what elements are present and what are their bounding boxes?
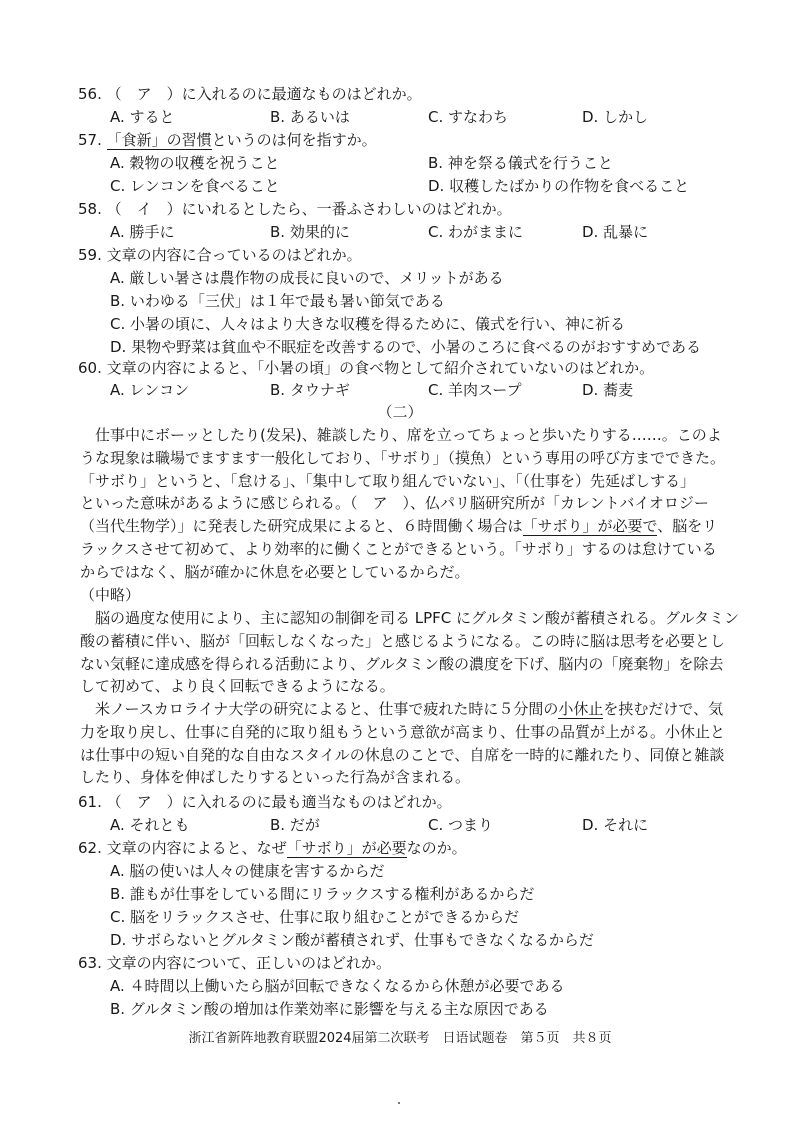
passage-line: といった意味があるように感じられる。（ ア ）、仏パリ脳研究所が「カレントバイオロジー — [80, 494, 709, 513]
q57-stem-rest: というのは何を指すか。 — [211, 131, 377, 149]
passage-line-tail: 、脳をリ — [657, 517, 718, 536]
q57-option-a: A. 穀物の収穫を祝うこと — [110, 154, 280, 172]
passage-paragraph-2 — [80, 607, 739, 698]
q57-option-b: B. 神を祭る儀式を行うこと — [428, 154, 613, 172]
passage-line: うな現象は職場でますます一般化しており、「サボり」（摸魚）という専用の呼び方までできた。 — [80, 448, 726, 467]
passage-paragraph-1 — [80, 424, 726, 606]
question-63-stem: 63. 文章の内容について、正しいのはどれか。 — [78, 954, 392, 972]
q58-option-d: D. 乱暴に — [582, 223, 649, 241]
q57-option-c: C. レンコンを食べること — [110, 177, 280, 195]
q57-number: 57. — [78, 131, 107, 149]
passage-line: 脳の過度な使用により、主に認知の制御を司る LPFC にグルタミン酸が蓄積される。グルタミン — [80, 609, 739, 627]
q59-option-b: B. いわゆる「三伏」は１年で最も暑い節気である — [110, 292, 445, 310]
passage-paragraph-3 — [80, 698, 726, 789]
q57-option-d: D. 収穫したばかりの作物を食べること — [428, 177, 690, 195]
passage-line: は仕事中の短い自発的な自由なスタイルの休息のことで、自席を一時的に離れたり、同僚と雑談 — [80, 745, 725, 764]
q62-underlined-phrase: 「サボり」が必要 — [286, 839, 407, 857]
passage-line — [80, 515, 720, 538]
q61-option-c: C. つまり — [428, 816, 494, 834]
q56-option-d: D. しかし — [582, 108, 649, 126]
passage-line: して初めて、より良く回転できるようになる。 — [80, 677, 395, 696]
q61-option-a: A. それとも — [110, 816, 190, 834]
q62-stem-head: 62. 文章の内容によると、なぜ — [78, 839, 287, 857]
scan-speck — [398, 1102, 400, 1104]
question-61-stem: 61. （ ア ）に入れるのに最も適当なものはどれか。 — [78, 793, 452, 811]
q57-underlined-phrase: 「食新」の習慣 — [106, 131, 212, 149]
q59-option-a: A. 厳しい暑さは農作物の成長に良いので、メリットがある — [110, 269, 504, 287]
question-60-stem: 60. 文章の内容によると、「小暑の頃」の食べ物として紹介されていないのはどれか。 — [78, 359, 655, 377]
passage-line: 「サボり」というと、「怠ける」、「集中して取り組んでいない」、「（仕事を）先延ばしする」 — [80, 471, 696, 490]
passage-line: ない気軽に達成感を得られる活動により、グルタミン酸の濃度を下げ、脳内の「廃棄物」を除去 — [80, 654, 724, 673]
q56-option-b: B. あるいは — [270, 108, 350, 126]
question-62-stem — [78, 838, 467, 858]
q58-option-b: B. 効果的に — [270, 223, 350, 241]
q60-option-b: B. タウナギ — [270, 381, 350, 399]
passage-line: 酸の蓄積に伴い、脳が「回転しなくなった」と感じるようになる。この時に脳は思考を必要とし — [80, 631, 726, 650]
q63-option-b: B. グルタミン酸の増加は作業効率に影響を与える主な原因である — [110, 1000, 549, 1018]
q63-option-a: A. ４時間以上働いたら脳が回転できなくなるから休憩が必要である — [110, 977, 565, 995]
q56-option-c: C. すなわち — [428, 108, 509, 126]
q62-option-b: B. 誰もが仕事をしている間にリラックスする権利があるからだ — [110, 885, 535, 903]
q59-option-c: C. 小暑の頃に、人々はより大きな収穫を得るために、儀式を行い、神に祈る — [110, 315, 626, 333]
q62-option-a: A. 脳の使いは人々の健康を害するからだ — [110, 862, 385, 880]
passage-line: 仕事中にボーッとしたり(发呆)、雑談したり、席を立ってちょっと歩いたりする……。このよ — [80, 426, 722, 444]
question-56-stem: 56. （ ア ）に入れるのに最適なものはどれか。 — [78, 85, 422, 103]
q60-option-a: A. レンコン — [110, 381, 190, 399]
passage-line-head: 米ノースカロライナ大学の研究によると、仕事で疲れた時に５分間の — [80, 700, 559, 718]
passage-underlined-phrase: 小休止 — [558, 700, 604, 718]
passage-line-tail: を挟むだけで、気 — [603, 700, 724, 718]
passage-line: からではなく、脳が確かに休息を必要としているからだ。 — [80, 562, 470, 581]
q61-option-b: B. だが — [270, 816, 320, 834]
passage-underlined-phrase: 「サボり」が必要で — [522, 517, 658, 536]
question-57-stem — [78, 130, 377, 150]
passage-line: したり、身体を伸ばしたりするといった行為が含まれる。 — [80, 768, 471, 787]
page-footer: 浙江省新阵地教育联盟2024届第二次联考 日语试题卷 第５页 共８页 — [188, 1031, 612, 1046]
question-59-stem: 59. 文章の内容に合っているのはどれか。 — [78, 246, 362, 264]
q62-option-d: D. サボらないとグルタミン酸が蓄積されず、仕事もできなくなるからだ — [110, 931, 594, 949]
q59-option-d: D. 果物や野菜は貧血や不眠症を改善するので、小暑のころに食べるのがおすすめである — [110, 338, 701, 356]
q60-option-c: C. 羊肉スープ — [428, 381, 522, 399]
passage-line-head: （当代生物学）」に発表した研究成果によると、６時間働く場合は — [80, 517, 523, 536]
q58-option-a: A. 勝手に — [110, 223, 175, 241]
q61-option-d: D. それに — [582, 816, 649, 834]
section-title: （二） — [377, 403, 423, 421]
passage-omitted-marker: （中略） — [80, 585, 141, 604]
passage-line — [80, 698, 724, 721]
q62-stem-rest: なのか。 — [406, 839, 467, 857]
q62-option-c: C. 脳をリラックスさせ、仕事に取り組むことができるからだ — [110, 908, 520, 926]
question-58-stem: 58. （ イ ）にいれるとしたら、一番ふさわしいのはどれか。 — [78, 200, 512, 218]
passage-line: 力を取り戻し、仕事に自発的に取り組もうという意欲が高まり、仕事の品質が上がる。小休止と — [80, 722, 726, 741]
q60-option-d: D. 蕎麦 — [582, 381, 634, 399]
passage-line: ラックスさせて初めて、より効率的に働くことができるという。「サボり」するのは怠けている — [80, 539, 717, 558]
q56-option-a: A. すると — [110, 108, 175, 126]
q58-option-c: C. わがままに — [428, 223, 524, 241]
